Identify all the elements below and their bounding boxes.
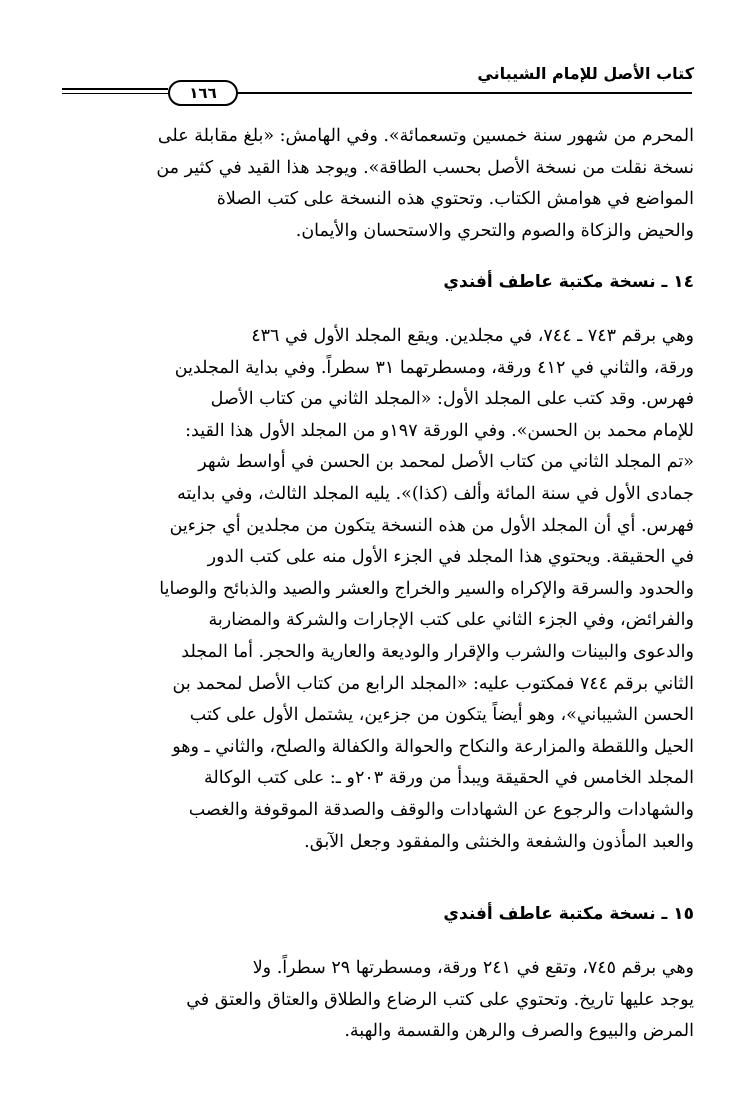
header-rule-right xyxy=(236,92,692,94)
paragraph-line: والفرائض، وفي الجزء الثاني على كتب الإجارات والشركة والمضاربة xyxy=(208,610,694,631)
section-heading-15: ١٥ ـ نسخة مكتبة عاطف أفندي xyxy=(443,904,694,924)
paragraph-line: الثاني برقم ٧٤٤ فمكتوب عليه: «المجلد الرابع من كتاب الأصل لمحمد بن xyxy=(172,673,694,694)
paragraph-line: جمادى الأول في سنة المائة وألف (كذا)». يليه المجلد الثالث، وفي بدايته xyxy=(177,483,694,504)
paragraph-line: نسخة نقلت من نسخة الأصل بحسب الطاقة». ويوجد هذا القيد في كثير من xyxy=(156,157,694,178)
paragraph-line: والعبد المأذون والشفعة والخنثى والمفقود وجعل الآبق. xyxy=(304,831,694,852)
paragraph-line: وهي برقم ٧٤٣ ـ ٧٤٤، في مجلدين. ويقع المجلد الأول في ٤٣٦ xyxy=(251,326,694,346)
paragraph-line: للإمام محمد بن الحسن». وفي الورقة ١٩٧و من المجلد الأول هذا القيد: xyxy=(185,420,694,441)
book-title: كتاب الأصل للإمام الشيباني xyxy=(477,64,694,83)
paragraph-1 xyxy=(66,121,694,247)
paragraph-line: «تم المجلد الثاني من كتاب الأصل لمحمد بن الحسن في أواسط شهر xyxy=(198,452,694,473)
paragraph-line: المحرم من شهور سنة خمسين وتسعمائة». وفي الهامش: «بلغ مقابلة على xyxy=(157,126,694,146)
header-rule-left-thin xyxy=(62,93,168,94)
paragraph-line: في الحقيقة. ويحتوي هذا المجلد في الجزء الأول منه على كتب الدور xyxy=(207,547,694,568)
paragraph-line: المواضع في هوامش الكتاب. وتحتوي هذه النسخة على كتب الصلاة xyxy=(216,189,694,210)
paragraph-line: والحيض والزكاة والصوم والتحري والاستحسان والأيمان. xyxy=(295,220,694,241)
header-rule-left xyxy=(62,88,168,90)
section-heading-14: ١٤ ـ نسخة مكتبة عاطف أفندي xyxy=(443,272,694,292)
paragraph-3 xyxy=(66,953,694,1048)
paragraph-line: الحيل واللقطة والمزارعة والنكاح والحوالة والكفالة والصلح، والثاني ـ وهو xyxy=(172,736,694,757)
paragraph-line: فهرس. وقد كتب على المجلد الأول: «المجلد الثاني من كتاب الأصل xyxy=(210,389,694,410)
paragraph-line: والحدود والسرقة والإكراه والسير والخراج والعشر والصيد والذبائح والوصايا xyxy=(159,578,694,599)
paragraph-line: فهرس. أي أن المجلد الأول من هذه النسخة يتكون من مجلدين أي جزءين xyxy=(169,515,694,536)
page-number: ١٦٦ xyxy=(168,80,238,106)
paragraph-line: والشهادات والرجوع عن الشهادات والوقف والصدقة الموقوفة والغصب xyxy=(188,799,694,820)
paragraph-line: المجلد الخامس في الحقيقة ويبدأ من ورقة ٢٠٣و ـ: على كتب الوكالة xyxy=(203,768,694,789)
paragraph-line: ورقة، والثاني في ٤١٢ ورقة، ومسطرتهما ٣١ سطراً. وفي بداية المجلدين xyxy=(174,357,694,378)
paragraph-line: المرض والبيوع والصرف والرهن والقسمة والهبة. xyxy=(344,1021,694,1042)
paragraph-line: وهي برقم ٧٤٥، وتقع في ٢٤١ ورقة، ومسطرتها ٢٩ سطراً. ولا xyxy=(252,958,694,978)
paragraph-line: الحسن الشيباني»، وهو أيضاً يتكون من جزءين، يشتمل الأول على كتب xyxy=(189,705,694,726)
paragraph-2 xyxy=(66,321,694,858)
running-header xyxy=(62,58,694,100)
paragraph-line: يوجد عليها تاريخ. وتحتوي على كتب الرضاع والطلاق والعتاق والعتق في xyxy=(186,989,694,1010)
paragraph-line: والدعوى والبينات والشرب والإقرار والوديعة والعارية والحجر. أما المجلد xyxy=(181,641,694,662)
